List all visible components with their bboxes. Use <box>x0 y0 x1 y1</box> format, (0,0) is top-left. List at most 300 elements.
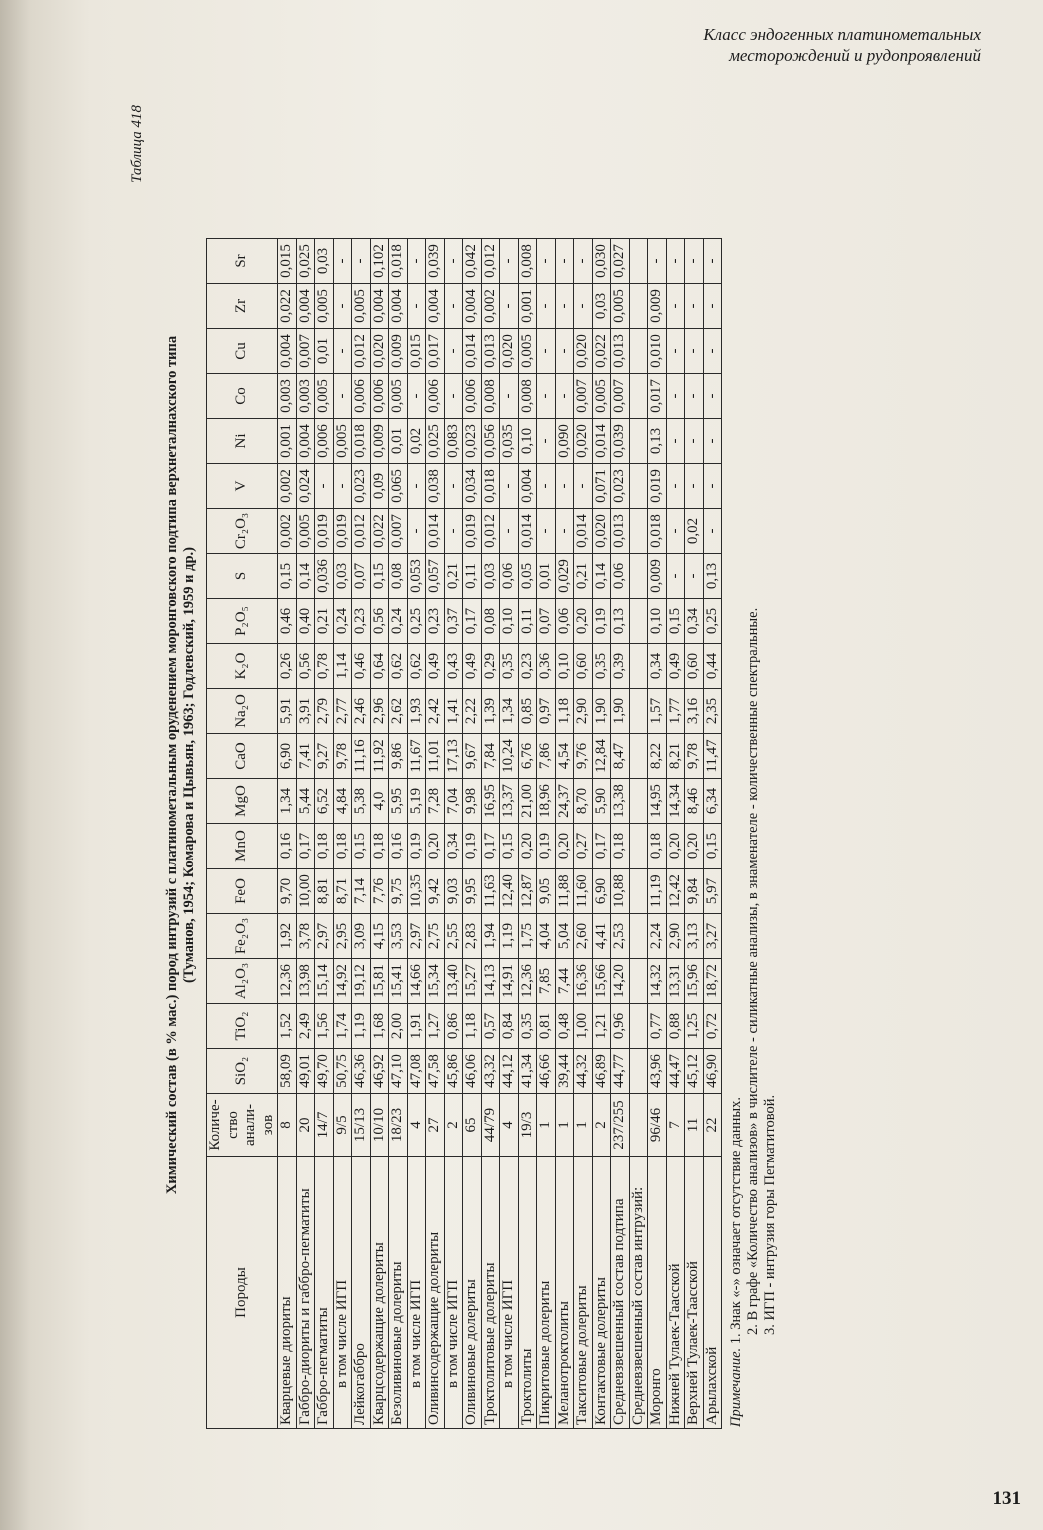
caption-line-1: Химический состав (в % мас.) пород интрузий с платинометальным оруденением моронговского подтипа верхнеталнахского типа <box>164 335 180 1195</box>
value-cell: 10,00 <box>296 869 315 914</box>
value-cell: 0,20 <box>574 599 593 644</box>
value-cell: 0,17 <box>463 599 482 644</box>
value-cell: 0,20 <box>685 824 704 869</box>
value-cell: 0,62 <box>389 644 408 689</box>
value-cell <box>629 689 648 734</box>
rock-name-cell: Кварцевые диориты <box>278 1157 297 1429</box>
value-cell: 0,005 <box>592 374 611 419</box>
value-cell: - <box>555 239 574 284</box>
value-cell: 0,020 <box>500 329 519 374</box>
table-row <box>537 239 556 1429</box>
value-cell: 4,04 <box>537 914 556 959</box>
value-cell: 14,20 <box>611 959 630 1004</box>
value-cell: 0,15 <box>278 554 297 599</box>
header-col: MgO <box>207 779 278 824</box>
value-cell: - <box>666 419 685 464</box>
value-cell: 0,004 <box>426 284 445 329</box>
count-cell: 20 <box>296 1094 315 1157</box>
value-cell: 0,10 <box>555 644 574 689</box>
value-cell: 2,53 <box>611 914 630 959</box>
value-cell: 7,28 <box>426 779 445 824</box>
value-cell: - <box>555 329 574 374</box>
header-col: FeO <box>207 869 278 914</box>
value-cell: 1,27 <box>426 1004 445 1049</box>
value-cell: 0,014 <box>518 509 537 554</box>
rock-name-cell: в том числе ИГП <box>500 1157 519 1429</box>
value-cell: 0,21 <box>574 554 593 599</box>
value-cell: 0,025 <box>426 419 445 464</box>
value-cell: 0,02 <box>407 419 426 464</box>
value-cell: 1,52 <box>278 1004 297 1049</box>
value-cell: 0,005 <box>389 374 408 419</box>
table-row <box>444 239 463 1429</box>
value-cell: 0,018 <box>648 509 667 554</box>
value-cell: 2,22 <box>463 689 482 734</box>
value-cell: 2,35 <box>703 689 722 734</box>
value-cell: 2,77 <box>333 689 352 734</box>
header-col: K₂O <box>207 644 278 689</box>
value-cell: 10,24 <box>500 734 519 779</box>
value-cell: 0,012 <box>352 329 371 374</box>
value-cell: 8,81 <box>315 869 334 914</box>
value-cell: 46,36 <box>352 1049 371 1094</box>
value-cell: 0,15 <box>370 554 389 599</box>
value-cell <box>629 374 648 419</box>
value-cell: 0,022 <box>370 509 389 554</box>
value-cell: 0,11 <box>518 599 537 644</box>
count-cell: 4 <box>500 1094 519 1157</box>
value-cell: 0,020 <box>574 329 593 374</box>
value-cell: 45,12 <box>685 1049 704 1094</box>
value-cell: 10,88 <box>611 869 630 914</box>
value-cell: 6,76 <box>518 734 537 779</box>
value-cell: 0,003 <box>278 374 297 419</box>
table-row <box>407 239 426 1429</box>
value-cell: 9,98 <box>463 779 482 824</box>
value-cell: 0,57 <box>481 1004 500 1049</box>
value-cell: 5,91 <box>278 689 297 734</box>
value-cell: 11,88 <box>555 869 574 914</box>
value-cell: 0,024 <box>296 464 315 509</box>
value-cell: 0,18 <box>333 824 352 869</box>
value-cell: 2,55 <box>444 914 463 959</box>
value-cell: - <box>703 329 722 374</box>
value-cell: 6,34 <box>703 779 722 824</box>
value-cell <box>629 734 648 779</box>
value-cell: 0,013 <box>611 509 630 554</box>
count-cell: 10/10 <box>370 1094 389 1157</box>
header-col: V <box>207 464 278 509</box>
value-cell: - <box>555 284 574 329</box>
value-cell: 3,78 <box>296 914 315 959</box>
value-cell: - <box>500 509 519 554</box>
value-cell <box>629 599 648 644</box>
value-cell: 0,48 <box>555 1004 574 1049</box>
value-cell: 14,66 <box>407 959 426 1004</box>
rock-name-cell: Кварцсодержащие долериты <box>370 1157 389 1429</box>
value-cell: 0,039 <box>426 239 445 284</box>
value-cell: 0,025 <box>296 239 315 284</box>
value-cell: 49,01 <box>296 1049 315 1094</box>
value-cell: 44,12 <box>500 1049 519 1094</box>
value-cell: - <box>703 374 722 419</box>
table-row <box>500 239 519 1429</box>
value-cell: 0,038 <box>426 464 445 509</box>
value-cell: 4,84 <box>333 779 352 824</box>
value-cell: 24,37 <box>555 779 574 824</box>
rock-name-cell: в том числе ИГП <box>333 1157 352 1429</box>
value-cell: - <box>444 374 463 419</box>
value-cell: 0,009 <box>648 284 667 329</box>
value-cell: 44,32 <box>574 1049 593 1094</box>
value-cell: 0,036 <box>315 554 334 599</box>
value-cell: 0,009 <box>389 329 408 374</box>
value-cell: - <box>555 509 574 554</box>
value-cell <box>629 419 648 464</box>
table-header-row <box>207 239 278 1429</box>
value-cell: - <box>685 284 704 329</box>
value-cell <box>629 869 648 914</box>
value-cell: 0,20 <box>426 824 445 869</box>
value-cell: 0,15 <box>352 824 371 869</box>
table-notes <box>728 85 779 1427</box>
value-cell: 3,91 <box>296 689 315 734</box>
value-cell: 8,71 <box>333 869 352 914</box>
value-cell: 11,01 <box>426 734 445 779</box>
value-cell <box>629 959 648 1004</box>
value-cell: 2,24 <box>648 914 667 959</box>
rock-name-cell: Безоливиновые долериты <box>389 1157 408 1429</box>
count-cell: 4 <box>407 1094 426 1157</box>
value-cell: 15,96 <box>685 959 704 1004</box>
value-cell: 0,034 <box>463 464 482 509</box>
value-cell: 1,34 <box>278 779 297 824</box>
value-cell <box>629 644 648 689</box>
value-cell: 0,005 <box>333 419 352 464</box>
value-cell: - <box>703 419 722 464</box>
value-cell: 0,36 <box>537 644 556 689</box>
value-cell: 0,08 <box>481 599 500 644</box>
value-cell: 0,004 <box>296 419 315 464</box>
value-cell: - <box>444 329 463 374</box>
value-cell: 0,19 <box>592 599 611 644</box>
value-cell: 14,32 <box>648 959 667 1004</box>
value-cell: - <box>333 464 352 509</box>
value-cell: 2,97 <box>315 914 334 959</box>
value-cell: 0,013 <box>481 329 500 374</box>
value-cell: 11,19 <box>648 869 667 914</box>
value-cell: 44,47 <box>666 1049 685 1094</box>
value-cell: 0,03 <box>592 284 611 329</box>
value-cell: 1,91 <box>407 1004 426 1049</box>
value-cell: 3,27 <box>703 914 722 959</box>
value-cell: 0,004 <box>463 284 482 329</box>
value-cell: - <box>555 374 574 419</box>
table-row <box>389 239 408 1429</box>
value-cell: 46,90 <box>703 1049 722 1094</box>
value-cell: 12,84 <box>592 734 611 779</box>
value-cell: 0,042 <box>463 239 482 284</box>
value-cell: 0,007 <box>574 374 593 419</box>
value-cell: 0,023 <box>611 464 630 509</box>
value-cell: - <box>333 374 352 419</box>
value-cell: 0,06 <box>611 554 630 599</box>
value-cell: 12,87 <box>518 869 537 914</box>
value-cell: 0,017 <box>648 374 667 419</box>
table-row <box>574 239 593 1429</box>
value-cell: 0,015 <box>278 239 297 284</box>
value-cell: 0,17 <box>481 824 500 869</box>
value-cell: 0,56 <box>370 599 389 644</box>
count-cell <box>629 1094 648 1157</box>
value-cell: 0,09 <box>370 464 389 509</box>
value-cell: 0,023 <box>352 464 371 509</box>
value-cell: 1,92 <box>278 914 297 959</box>
value-cell: 0,005 <box>315 374 334 419</box>
note-1: 1. Знак «-» означает отсутствие данных. <box>728 1096 744 1345</box>
table-row <box>555 239 574 1429</box>
value-cell <box>629 1049 648 1094</box>
value-cell: 0,25 <box>703 599 722 644</box>
value-cell: 0,78 <box>315 644 334 689</box>
value-cell: 0,40 <box>296 599 315 644</box>
value-cell: 2,96 <box>370 689 389 734</box>
value-cell: 46,66 <box>537 1049 556 1094</box>
count-cell: 11 <box>685 1094 704 1157</box>
value-cell: 7,14 <box>352 869 371 914</box>
value-cell: 0,34 <box>648 644 667 689</box>
value-cell: 0,008 <box>518 239 537 284</box>
value-cell: 58,09 <box>278 1049 297 1094</box>
count-cell: 8 <box>278 1094 297 1157</box>
value-cell: - <box>703 509 722 554</box>
value-cell: 2,42 <box>426 689 445 734</box>
value-cell: 21,00 <box>518 779 537 824</box>
header-rocks: Породы <box>207 1157 278 1429</box>
value-cell: - <box>537 284 556 329</box>
value-cell: 3,09 <box>352 914 371 959</box>
value-cell: 0,88 <box>666 1004 685 1049</box>
value-cell: 0,46 <box>278 599 297 644</box>
value-cell: 0,15 <box>500 824 519 869</box>
note-2: 2. В графе «Количество анализов» в числителе - силикатные анализы, в знаменателе - количественные спектральные. <box>745 607 761 1335</box>
value-cell: 8,70 <box>574 779 593 824</box>
header-col: Ni <box>207 419 278 464</box>
value-cell: 1,41 <box>444 689 463 734</box>
rock-name-cell: Пикритовые долериты <box>537 1157 556 1429</box>
table-row <box>592 239 611 1429</box>
value-cell: 0,18 <box>648 824 667 869</box>
value-cell: 0,019 <box>648 464 667 509</box>
value-cell: 0,44 <box>703 644 722 689</box>
value-cell: 0,053 <box>407 554 426 599</box>
value-cell: - <box>666 374 685 419</box>
value-cell: 1,18 <box>555 689 574 734</box>
value-cell: 0,18 <box>370 824 389 869</box>
rock-name-cell: Троктолиты <box>518 1157 537 1429</box>
value-cell: - <box>407 374 426 419</box>
value-cell: 15,27 <box>463 959 482 1004</box>
value-cell: 0,004 <box>370 284 389 329</box>
value-cell: 0,102 <box>370 239 389 284</box>
value-cell: 0,004 <box>389 284 408 329</box>
rock-name-cell: Такситовые долериты <box>574 1157 593 1429</box>
value-cell: 0,004 <box>278 329 297 374</box>
value-cell: 0,039 <box>611 419 630 464</box>
value-cell: 3,53 <box>389 914 408 959</box>
value-cell: - <box>555 464 574 509</box>
value-cell: - <box>666 329 685 374</box>
value-cell: 0,012 <box>481 239 500 284</box>
value-cell <box>629 1004 648 1049</box>
value-cell: 4,0 <box>370 779 389 824</box>
count-cell: 19/3 <box>518 1094 537 1157</box>
value-cell: 0,60 <box>685 644 704 689</box>
value-cell: 7,04 <box>444 779 463 824</box>
value-cell: 1,00 <box>574 1004 593 1049</box>
table-row <box>685 239 704 1429</box>
value-cell: 0,018 <box>481 464 500 509</box>
value-cell: 17,13 <box>444 734 463 779</box>
value-cell: 41,34 <box>518 1049 537 1094</box>
value-cell: 0,014 <box>463 329 482 374</box>
value-cell: 3,16 <box>685 689 704 734</box>
header-col: Na₂O <box>207 689 278 734</box>
value-cell: 0,010 <box>648 329 667 374</box>
rock-name-cell: Нижней Тулаек-Таасской <box>666 1157 685 1429</box>
count-cell: 96/46 <box>648 1094 667 1157</box>
value-cell: 15,66 <box>592 959 611 1004</box>
rock-name-cell: Верхней Тулаек-Таасской <box>685 1157 704 1429</box>
header-col: S <box>207 554 278 599</box>
rock-name-cell: Оливиновые долериты <box>463 1157 482 1429</box>
value-cell: 1,19 <box>352 1004 371 1049</box>
value-cell: 0,37 <box>444 599 463 644</box>
value-cell: 2,79 <box>315 689 334 734</box>
value-cell: 0,25 <box>407 599 426 644</box>
value-cell: - <box>574 239 593 284</box>
value-cell: 0,46 <box>352 644 371 689</box>
table-row <box>463 239 482 1429</box>
value-cell: - <box>537 329 556 374</box>
value-cell: 0,56 <box>296 644 315 689</box>
header-col: TiO₂ <box>207 1004 278 1049</box>
header-col: Al₂O₃ <box>207 959 278 1004</box>
table-number: Таблица 418 <box>129 105 145 183</box>
value-cell: 8,22 <box>648 734 667 779</box>
value-cell: 0,08 <box>389 554 408 599</box>
table-row <box>370 239 389 1429</box>
value-cell: 3,13 <box>685 914 704 959</box>
value-cell: 8,46 <box>685 779 704 824</box>
value-cell: 0,003 <box>296 374 315 419</box>
value-cell: 0,34 <box>685 599 704 644</box>
value-cell: 0,81 <box>537 1004 556 1049</box>
table-row <box>611 239 630 1429</box>
value-cell: 5,90 <box>592 779 611 824</box>
value-cell: 5,44 <box>296 779 315 824</box>
value-cell: 0,071 <box>592 464 611 509</box>
value-cell: 9,67 <box>463 734 482 779</box>
value-cell: 9,75 <box>389 869 408 914</box>
value-cell: 0,006 <box>315 419 334 464</box>
value-cell: 0,083 <box>444 419 463 464</box>
value-cell: 16,95 <box>481 779 500 824</box>
value-cell: 0,009 <box>370 419 389 464</box>
value-cell: - <box>315 464 334 509</box>
value-cell: 9,76 <box>574 734 593 779</box>
rock-name-cell: Габбро-пегматиты <box>315 1157 334 1429</box>
value-cell: 1,74 <box>333 1004 352 1049</box>
value-cell: 0,019 <box>333 509 352 554</box>
value-cell: 0,006 <box>463 374 482 419</box>
value-cell: 4,54 <box>555 734 574 779</box>
value-cell: - <box>500 374 519 419</box>
value-cell: - <box>685 554 704 599</box>
value-cell: - <box>444 284 463 329</box>
value-cell: 0,19 <box>537 824 556 869</box>
value-cell: 39,44 <box>555 1049 574 1094</box>
value-cell: - <box>500 284 519 329</box>
rock-name-cell: Моронго <box>648 1157 667 1429</box>
header-col: Fe₂O₃ <box>207 914 278 959</box>
value-cell: 1,90 <box>611 689 630 734</box>
value-cell: 7,86 <box>537 734 556 779</box>
table-row <box>648 239 667 1429</box>
value-cell: 9,27 <box>315 734 334 779</box>
value-cell: 0,07 <box>352 554 371 599</box>
value-cell: 0,97 <box>537 689 556 734</box>
value-cell: - <box>685 374 704 419</box>
value-cell: 0,05 <box>518 554 537 599</box>
value-cell: 0,03 <box>333 554 352 599</box>
value-cell: 15,34 <box>426 959 445 1004</box>
rock-name-cell: Габбро-диориты и габбро-пегматиты <box>296 1157 315 1429</box>
value-cell: 45,86 <box>444 1049 463 1094</box>
value-cell: 0,35 <box>500 644 519 689</box>
value-cell: 2,90 <box>666 914 685 959</box>
value-cell: 43,32 <box>481 1049 500 1094</box>
value-cell: 14,13 <box>481 959 500 1004</box>
value-cell: 9,95 <box>463 869 482 914</box>
value-cell: 6,90 <box>278 734 297 779</box>
value-cell: 0,24 <box>333 599 352 644</box>
value-cell: 0,26 <box>278 644 297 689</box>
value-cell: 0,001 <box>518 284 537 329</box>
value-cell: 0,006 <box>352 374 371 419</box>
rock-name-cell: Лейкогаббро <box>352 1157 371 1429</box>
chemical-composition-table <box>206 238 722 1429</box>
value-cell: 0,13 <box>648 419 667 464</box>
header-col: Zr <box>207 284 278 329</box>
value-cell: 6,52 <box>315 779 334 824</box>
value-cell: 0,49 <box>666 644 685 689</box>
value-cell: - <box>407 509 426 554</box>
value-cell: 0,005 <box>518 329 537 374</box>
value-cell: 0,34 <box>444 824 463 869</box>
value-cell: 0,49 <box>463 644 482 689</box>
value-cell: 0,002 <box>278 509 297 554</box>
value-cell <box>629 554 648 599</box>
value-cell: - <box>666 464 685 509</box>
value-cell: 1,19 <box>500 914 519 959</box>
value-cell: 0,17 <box>296 824 315 869</box>
header-col: CaO <box>207 734 278 779</box>
value-cell: - <box>444 509 463 554</box>
count-cell: 14/7 <box>315 1094 334 1157</box>
value-cell: 0,020 <box>592 509 611 554</box>
value-cell: 0,23 <box>426 599 445 644</box>
